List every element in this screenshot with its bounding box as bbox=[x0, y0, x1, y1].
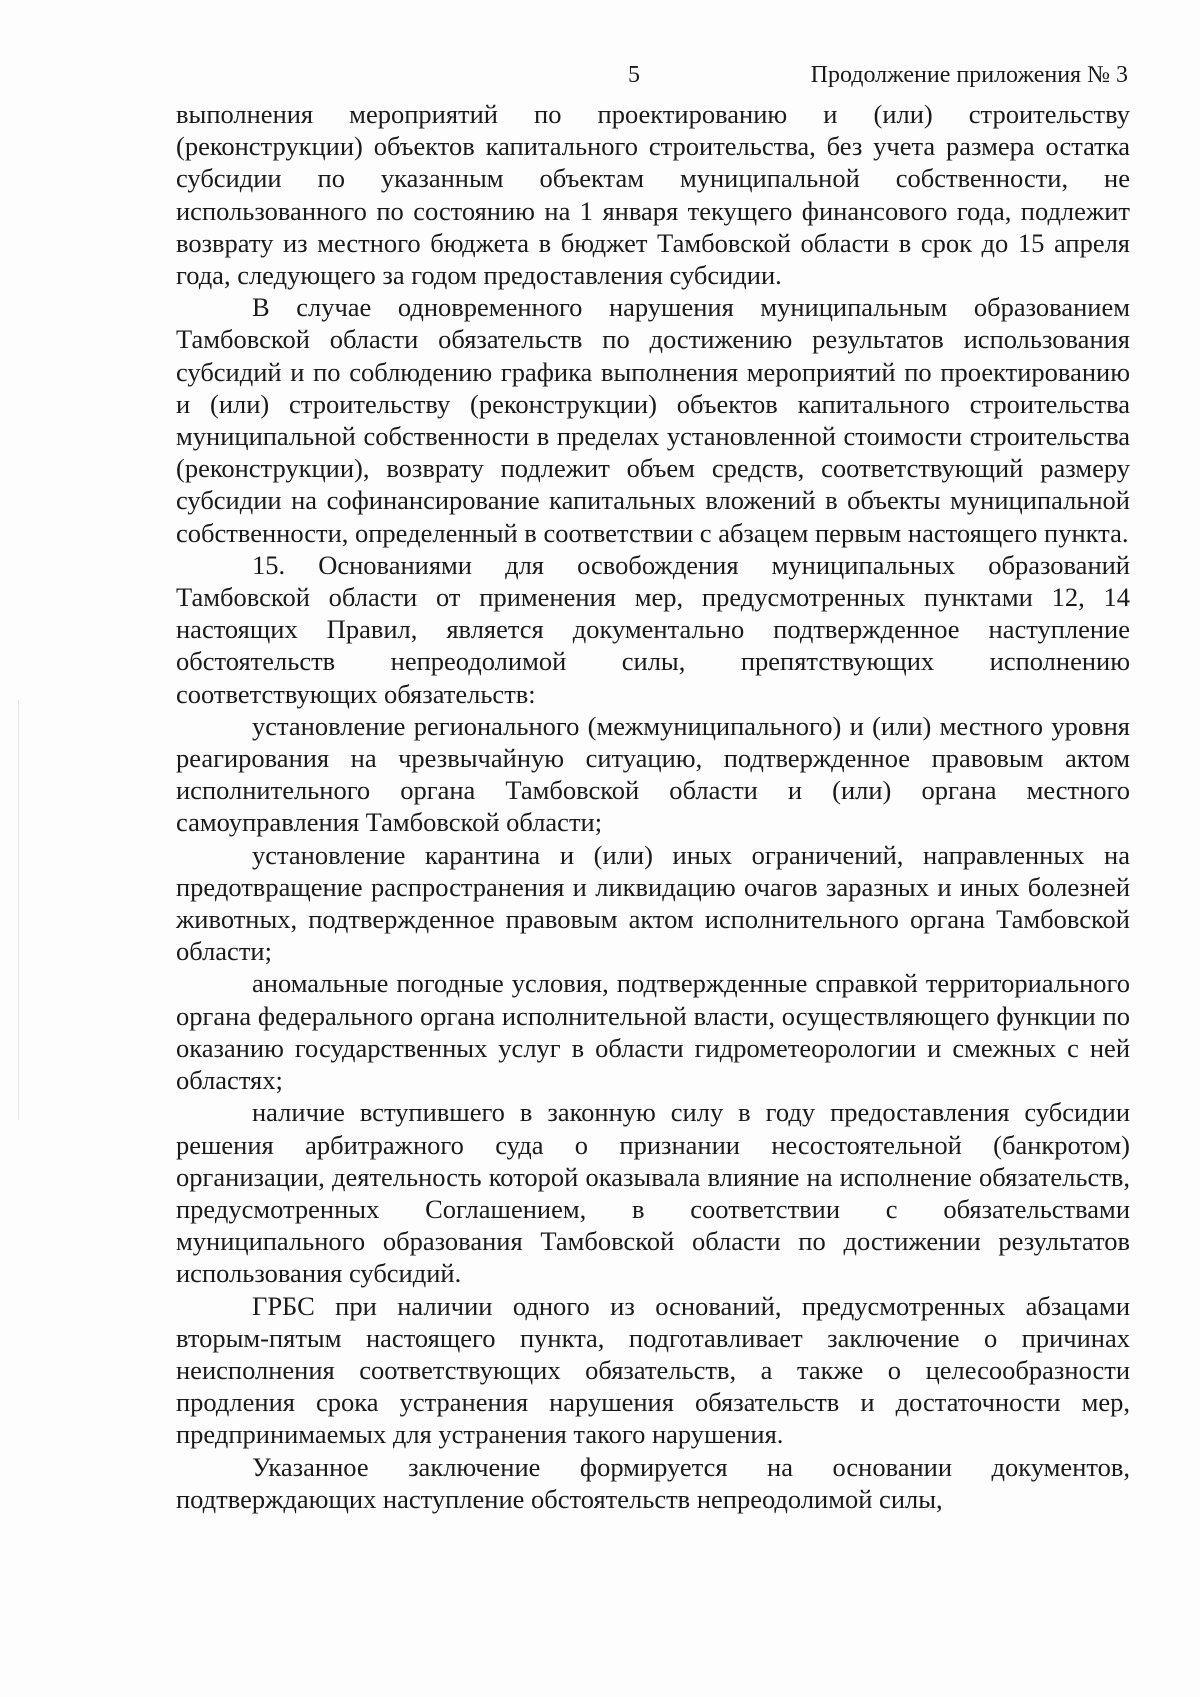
paragraph-quarantine: установление карантина и (или) иных ограничений, направленных на предотвращение распространения и ликвидацию очагов заразных и иных болезней животных, подтвержденное правовым актом исполнительного органа Тамбовской области; bbox=[176, 839, 1130, 967]
paragraph-item-15: 15. Основаниями для освобождения муниципальных образований Тамбовской области от применения мер, предусмотренных пунктами 12, 14 настоящих Правил, является документально подтвержденное наступление обстоятельств непреодолимой силы, препятствующих исполнению соответствующих обязательств: bbox=[176, 549, 1130, 709]
paragraph-court-decision: наличие вступившего в законную силу в году предоставления субсидии решения арбитражного суда о признании несостоятельной (банкротом) организации, деятельность которой оказывала влияние на исполнение обязательств, предусмотренных Соглашением, в соответствии с обязательствами муниципального образования Тамбовской области по достижении результатов использования субсидий. bbox=[176, 1097, 1130, 1289]
paragraph-grbs-conclusion: ГРБС при наличии одного из оснований, предусмотренных абзацами вторым-пятым настоящего пункта, подготавливает заключение о причинах неисполнения соответствующих обязательств, а также о целесообразности продления срока устранения нарушения обязательств и достаточности мер, предпринимаемых для устранения такого нарушения. bbox=[176, 1290, 1130, 1450]
scan-edge-mark bbox=[18, 700, 19, 1120]
paragraph-simultaneous-violation: В случае одновременного нарушения муниципальным образованием Тамбовской области обязательств по достижению результатов использования субсидий и по соблюдению графика выполнения мероприятий по проектированию и (или) строительству (реконструкции) объектов капитального строительства муниципальной собственности в пределах установленной стоимости строительства (реконструкции), возврату подлежит объем средств, соответствующий размеру субсидии на софинансирование капитальных вложений в объекты муниципальной собственности, определенный в соответствии с абзацем первым настоящего пункта. bbox=[176, 292, 1130, 548]
paragraph-weather: аномальные погодные условия, подтвержденные справкой территориального органа федерального органа исполнительной власти, осуществляющего функции по оказанию государственных услуг в области гидрометеорологии и смежных с ней областях; bbox=[176, 968, 1130, 1096]
page-number: 5 bbox=[628, 62, 640, 88]
document-body bbox=[176, 98, 1130, 1515]
paragraph-emergency-response: установление регионального (межмуниципального) и (или) местного уровня реагирования на чрезвычайную ситуацию, подтвержденное правовым актом исполнительного органа Тамбовской области и (или) органа местного самоуправления Тамбовской области; bbox=[176, 710, 1130, 838]
paragraph-conclusion-basis: Указанное заключение формируется на основании документов, подтверждающих наступление обстоятельств непреодолимой силы, bbox=[176, 1451, 1130, 1514]
paragraph-continuation: выполнения мероприятий по проектированию и (или) строительству (реконструкции) объектов капитального строительства, без учета размера остатка субсидии по указанным объектам муниципальной собственности, не использованного по состоянию на 1 января текущего финансового года, подлежит возврату из местного бюджета в бюджет Тамбовской области в срок до 15 апреля года, следующего за годом предоставления субсидии. bbox=[176, 99, 1130, 291]
appendix-continuation-note: Продолжение приложения № 3 bbox=[810, 62, 1128, 88]
page-header bbox=[0, 62, 1200, 94]
